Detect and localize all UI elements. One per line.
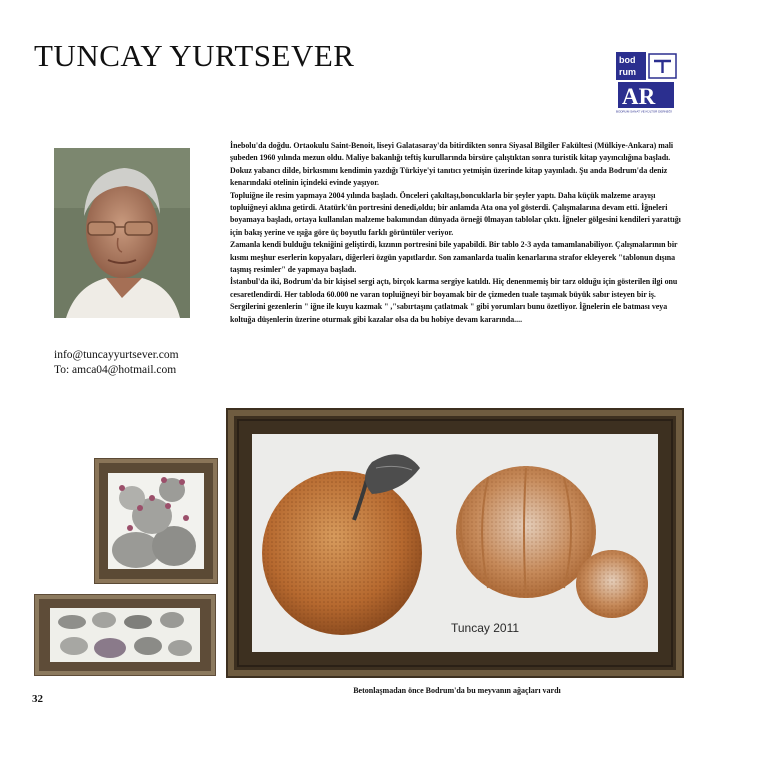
contact-info <box>54 348 179 378</box>
bio-paragraph: İstanbul'da iki, Bodrum'da bir kişisel sergi açtı, birçok karma sergiye katıldı. Hiç denenmemiş bir tarz olduğu için gösterilen ilgi onu cesaretlendirdi. Her tabloda 60.000 ne varan topluiğneyi bir boyamak bir de çizmeden tuale taşımak büyük sabır isteyen bir iş. <box>230 277 678 299</box>
page-title: TUNCAY YURTSEVER <box>34 38 355 73</box>
bio-paragraph: İnebolu'da doğdu. Ortaokulu Saint-Benoit, liseyi Galatasaray'da bitirdikten sonra Siyasal Bilgiler Fakültesi (Mülkiye-Ankara) mali şubeden 1960 yılında mezun oldu. Maliye bakanlığı teftiş kurullarında birsüre çalıştıktan sonra turistik kitap yayıncılığına başladı. Dokuz yabancı dilde, birkısmını kendimin yazdığı Türkiye'yi tanıtıcı yetmişin üzerinde kitap yayınladı. Şu anda Bodrum'da deniz kenarındaki otelinin içindeki evinde yaşıyor. <box>230 141 674 188</box>
bio-paragraph: Zamanla kendi bulduğu tekniğini geliştirdi, kızının portresini bile yapabildi. Bir tablo 2-3 ayda tamamlanabiliyor. Çalışmalarının bir kısmı meşhur eserlerin kopyaları, diğerleri özgün yapıtlardır. Son zamanlarda tualin kenarlarına strafor ekleyerek "tablonun dışına taşmış resimler" de yapmaya başladı. <box>230 240 678 275</box>
bio-paragraph: Topluiğne ile resim yapmaya 2004 yılında başladı. Önceleri çakıltaşı,boncuklarla bir şeyler yaptı. Daha küçük malzeme arayışı topluiğneyi aklına getirdi. Atatürk'ün portresini denedi,oldu; bir anlamda Ata ona yol gösterdi. Çalışmalarına devam etti. İğneleri boyamaya başladı, ortaya kullanılan malzeme bakımından dünyada örneği 0lmayan tablolar çıktı. İğneler gölgesini kendileri yarattığı için bakış yerine ve ışığa göre üç boyutlu farklı görüntüler veriyor. <box>230 190 681 237</box>
biography-text <box>230 140 682 326</box>
artwork-shells <box>34 594 216 676</box>
email-primary: info@tuncayyurtsever.com <box>54 349 179 361</box>
logo-text-bod: bod <box>619 55 636 65</box>
email-secondary: To: amca04@hotmail.com <box>54 364 177 376</box>
logo-subtitle: BODRUM SANAT VE KÜLTÜR DERNEĞİ <box>616 109 672 114</box>
bodrum-art-logo <box>616 52 678 114</box>
artwork-cactus <box>94 458 218 584</box>
page-number: 32 <box>32 693 43 705</box>
portrait-photo <box>54 148 190 318</box>
artwork-fruits <box>226 408 684 678</box>
logo-text-rum: rum <box>619 67 637 77</box>
bio-paragraph: Sergilerini gezenlerin " iğne ile kuyu kazmak " ,"sabırtaşını çatlatmak " gibi yorumları bunu özetliyor. İğnelerin ele batması veya koltuğa düşenlerin üzerine oturmak gibi kazalar olsa da bu hobiye devam kararında.... <box>230 302 668 324</box>
artwork-caption: Betonlaşmadan önce Bodrum'da bu meyvanın ağaçları vardı <box>353 686 561 695</box>
artwork-signature: Tuncay 2011 <box>451 621 520 635</box>
logo-text-ar: AR <box>622 84 656 109</box>
